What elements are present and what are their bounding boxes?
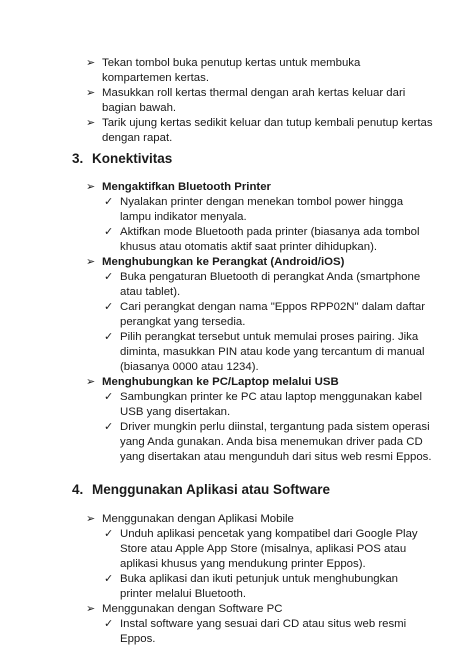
subsection-title: Menghubungkan ke Perangkat (Android/iOS): [102, 256, 345, 268]
check-bullet-icon: ✓: [104, 421, 114, 433]
check-bullet-icon: ✓: [104, 271, 114, 283]
arrow-bullet-icon: ➢: [86, 57, 96, 69]
check-item-line: Eppos.: [120, 633, 156, 645]
check-item-line: Cari perangkat dengan nama "Eppos RPP02N" dalam daftar: [120, 301, 426, 313]
section-title: Konektivitas: [92, 151, 173, 166]
bullet-line: kompartemen kertas.: [102, 72, 209, 84]
check-item-line: (biasanya 0000 atau 1234).: [120, 361, 259, 373]
check-item-line: atau tablet).: [120, 286, 181, 298]
check-bullet-icon: ✓: [104, 618, 114, 630]
check-item-line: lampu indikator menyala.: [120, 211, 247, 223]
check-item-line: Sambungkan printer ke PC atau laptop menggunakan kabel: [120, 391, 423, 403]
check-bullet-icon: ✓: [104, 391, 114, 403]
check-item-line: Driver mungkin perlu diinstal, tergantung pada sistem operasi: [120, 421, 430, 433]
check-bullet-icon: ✓: [104, 226, 114, 238]
check-item-line: USB yang disertakan.: [120, 406, 231, 418]
bullet-line: Tarik ujung kertas sedikit keluar dan tutup kembali penutup kertas: [102, 117, 433, 129]
bullet-line: dengan rapat.: [102, 132, 173, 144]
arrow-bullet-icon: ➢: [86, 256, 96, 268]
bullet-line: bagian bawah.: [102, 102, 177, 114]
arrow-bullet-icon: ➢: [86, 87, 96, 99]
check-item-line: diminta, masukkan PIN atau kode yang tercantum di manual: [120, 346, 425, 358]
check-item-line: yang Anda gunakan. Anda bisa menemukan driver pada CD: [120, 436, 423, 448]
subsection-title: Menghubungkan ke PC/Laptop melalui USB: [102, 376, 339, 388]
check-item-line: Buka pengaturan Bluetooth di perangkat Anda (smartphone: [120, 271, 421, 283]
check-bullet-icon: ✓: [104, 196, 114, 208]
check-item-line: printer melalui Bluetooth.: [120, 588, 246, 600]
check-item-line: Unduh aplikasi pencetak yang kompatibel dari Google Play: [120, 528, 418, 540]
arrow-bullet-icon: ➢: [86, 181, 96, 193]
bullet-line: Masukkan roll kertas thermal dengan arah kertas keluar dari: [102, 87, 406, 99]
arrow-bullet-icon: ➢: [86, 603, 96, 615]
check-bullet-icon: ✓: [104, 301, 114, 313]
check-item-line: Pilih perangkat tersebut untuk memulai proses pairing. Jika: [120, 331, 419, 343]
subsection-title: Menggunakan dengan Aplikasi Mobile: [102, 513, 294, 525]
arrow-bullet-icon: ➢: [86, 117, 96, 129]
section-number: 3.: [72, 151, 84, 166]
section-title: Menggunakan Aplikasi atau Software: [92, 482, 331, 497]
arrow-bullet-icon: ➢: [86, 376, 96, 388]
check-item-line: Nyalakan printer dengan menekan tombol power hingga: [120, 196, 404, 208]
check-item-line: perangkat yang tersedia.: [120, 316, 246, 328]
arrow-bullet-icon: ➢: [86, 513, 96, 525]
check-item-line: khusus atau otomatis aktif saat printer dihidupkan).: [120, 241, 378, 253]
subsection-title: Menggunakan dengan Software PC: [102, 603, 283, 615]
check-item-line: Store atau Apple App Store (misalnya, aplikasi POS atau: [120, 543, 407, 555]
check-item-line: Instal software yang sesuai dari CD atau situs web resmi: [120, 618, 407, 630]
bullet-line: Tekan tombol buka penutup kertas untuk membuka: [102, 57, 361, 69]
check-item-line: aplikasi khusus yang mendukung printer Eppos).: [120, 558, 366, 570]
check-item-line: yang disertakan atau mengunduh dari situs web resmi Eppos.: [120, 451, 432, 463]
check-item-line: Buka aplikasi dan ikuti petunjuk untuk menghubungkan: [120, 573, 398, 585]
check-bullet-icon: ✓: [104, 331, 114, 343]
check-item-line: Aktifkan mode Bluetooth pada printer (biasanya ada tombol: [120, 226, 420, 238]
check-bullet-icon: ✓: [104, 573, 114, 585]
section-number: 4.: [72, 482, 84, 497]
subsection-title: Mengaktifkan Bluetooth Printer: [102, 181, 271, 193]
check-bullet-icon: ✓: [104, 528, 114, 540]
